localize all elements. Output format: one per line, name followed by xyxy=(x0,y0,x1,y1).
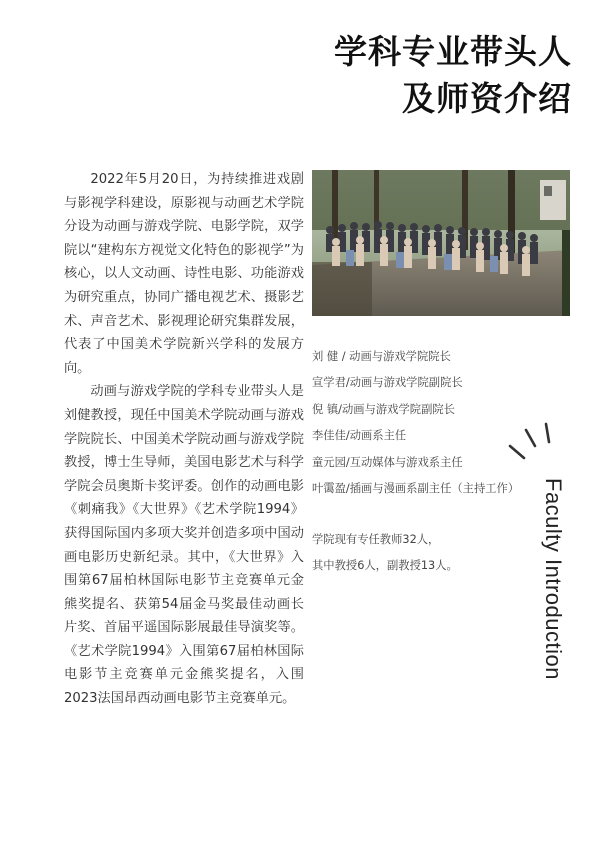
roster-item: 宣学君/动画与游戏学院副院长 xyxy=(312,376,463,390)
decorative-dashes-icon xyxy=(502,420,558,464)
intro-text xyxy=(64,168,304,711)
page-title xyxy=(334,28,572,122)
roster-item: 童元园/互动媒体与游戏系主任 xyxy=(312,455,463,469)
faculty-introduction-label: Faculty Introduction xyxy=(541,478,566,680)
intro-paragraph-1: 2022年5月20日，为持续推进戏剧与影视学科建设，原影视与动画艺术学院分设为动画与游戏学院、电影学院，双学院以“建构东方视觉文化特色的影视学”为核心，以人文动画、诗性电影、功能游戏为研究重点，协同广播电视艺术、摄影艺术、声音艺术、影视理论研究集群发展，代表了中国美术学院新兴学科的发展方向。 xyxy=(64,172,304,376)
roster-item: 叶霭盈/插画与漫画系副主任（主持工作） xyxy=(312,482,520,496)
roster-item: 刘 健 / 动画与游戏学院院长 xyxy=(312,350,451,363)
group-photo xyxy=(312,170,570,316)
title-line-1: 学科专业带头人 xyxy=(334,32,572,71)
staff-summary xyxy=(312,527,552,579)
roster-item: 李佳佳/动画系主任 xyxy=(312,429,407,443)
staff-summary-line-1: 学院现有专任教师32人， xyxy=(312,533,440,546)
group-photo-illustration xyxy=(312,170,570,316)
roster-item: 倪 镇/动画与游戏学院副院长 xyxy=(312,402,455,416)
intro-paragraph-2: 动画与游戏学院的学科专业带头人是刘健教授，现任中国美术学院动画与游戏学院院长、中国美术学院动画与游戏学院教授，博士生导师，美国电影艺术与科学学院会员奥斯卡奖评委。创作的动画电影《刺痛我》《大世界》《艺术学院1994》获得国际国内多项大奖并创造多项中国动画电影历史新纪录。其中，《大世界》入围第67届柏林国际电影节主竞赛单元金熊奖提名、获第54届金马奖最佳动画长片奖、首届平遥国际影展最佳导演奖等。《艺术学院1994》入围第67届柏林国际电影节主竞赛单元金熊奖提名，入围2023法国昂西动画电影节主竞赛单元。 xyxy=(64,384,304,707)
title-line-2: 及师资介绍 xyxy=(402,79,572,118)
staff-summary-line-2: 其中教授6人，副教授13人。 xyxy=(312,559,458,572)
